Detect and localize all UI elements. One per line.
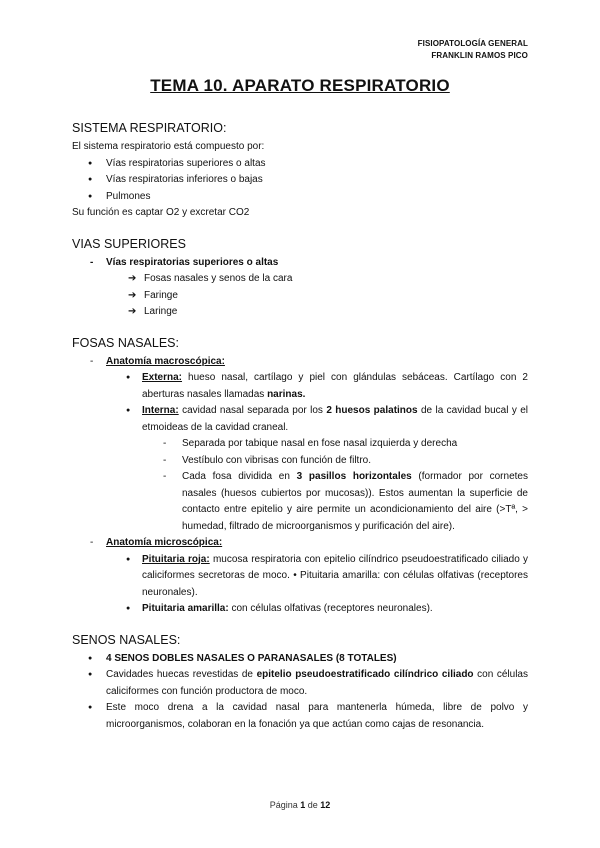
section-heading-senos: SENOS NASALES: [72, 632, 181, 647]
header-author: FRANKLIN RAMOS PICO [431, 51, 528, 60]
senos-item2-bold: epitelio pseudoestratificado cilíndrico ciliado [256, 669, 474, 680]
externa-label: Externa: [142, 372, 183, 383]
roja-text: mucosa respiratoria con epitelio cilíndrico pseudoestratificado ciliado y caliciformes secretoras de moco. • Pituitaria amarilla: con células olfativas (receptores neuronales). [142, 553, 528, 598]
list-item [72, 469, 528, 535]
amarilla-label: Pituitaria amarilla: [142, 603, 229, 614]
sub3-text-a: Cada fosa dividida en [182, 471, 297, 482]
section-heading-vias: VIAS SUPERIORES [72, 236, 186, 251]
roja-item [72, 552, 528, 602]
list-item: - Separada por tabique nasal en fose nasal izquierda y derecha [72, 436, 528, 453]
page-header [418, 38, 528, 62]
senos-item2-a: Cavidades huecas revestidas de [106, 669, 257, 680]
sub3-bold: 3 pasillos horizontales [296, 471, 412, 482]
list-item: - Vestíbulo con vibrisas con función de filtro. [72, 453, 528, 470]
interna-text-2: de la cavidad bucal y el etmoideas de la cavidad craneal. [142, 405, 528, 433]
list-item: ● 4 SENOS DOBLES NASALES O PARANASALES (8 TOTALES) [72, 651, 528, 668]
interna-label: Interna: [142, 405, 179, 416]
vias-subheading: - Vías respiratorias superiores o altas [72, 255, 528, 272]
externa-item [72, 370, 528, 403]
externa-text: hueso nasal, cartílago y piel con glándulas sebáceas. Cartílago con 2 aberturas nasales llamadas [142, 372, 528, 400]
macro-label: Anatomía macroscópica: [106, 355, 225, 367]
list-item: ➔ Faringe [72, 288, 528, 305]
sistema-intro: El sistema respiratorio está compuesto por: [72, 141, 265, 152]
micro-subheading [72, 535, 528, 552]
section-heading-fosas: FOSAS NASALES: [72, 335, 179, 350]
list-item: ● Vías respiratorias inferiores o bajas [72, 172, 528, 189]
list-item: ➔ Fosas nasales y senos de la cara [72, 271, 528, 288]
macro-subheading [72, 354, 528, 371]
amarilla-text: con células olfativas (receptores neuronales). [228, 603, 433, 614]
section-heading-sistema: SISTEMA RESPIRATORIO: [72, 121, 227, 135]
footer-page-total: 12 [320, 800, 331, 810]
list-item [72, 667, 528, 700]
list-item: ● Este moco drena a la cavidad nasal para mantenerla húmeda, libre de polvo y microorganismos, colaboran en la fonación ya que actúan como cajas de resonancia. [72, 700, 528, 733]
document-body [72, 120, 528, 733]
page-title: TEMA 10. APARATO RESPIRATORIO [150, 76, 450, 95]
list-item: ● Pulmones [72, 189, 528, 206]
list-item: ➔ Laringe [72, 304, 528, 321]
sub3-text-b: (formador por cornetes nasales (huesos cubiertos por mucosas)). Estos aumentan la superficie de contacto entre epitelio y aire permite un acondicionamiento del aire (>Tª, > humedad, filtrado de microorganismos y purificación del aire). [182, 471, 528, 532]
interna-bold: 2 huesos palatinos [326, 405, 418, 416]
page-footer [0, 800, 600, 810]
interna-item [72, 403, 528, 436]
amarilla-item [72, 601, 528, 618]
footer-page-number: 1 [300, 800, 306, 810]
externa-bold: narinas. [267, 388, 306, 400]
senos-item2-b: con células caliciformes con función productora de moco. [106, 669, 528, 697]
footer-prefix: Página [269, 800, 301, 810]
list-item: ● Vías respiratorias superiores o altas [72, 156, 528, 173]
roja-label: Pituitaria roja: [142, 553, 210, 565]
header-course: FISIOPATOLOGÍA GENERAL [417, 39, 528, 48]
micro-label: Anatomía microscópica: [106, 537, 223, 548]
sistema-function: Su función es captar O2 y excretar CO2 [72, 207, 250, 218]
footer-mid: de [305, 800, 321, 810]
interna-text-1: cavidad nasal separada por los [178, 405, 327, 416]
